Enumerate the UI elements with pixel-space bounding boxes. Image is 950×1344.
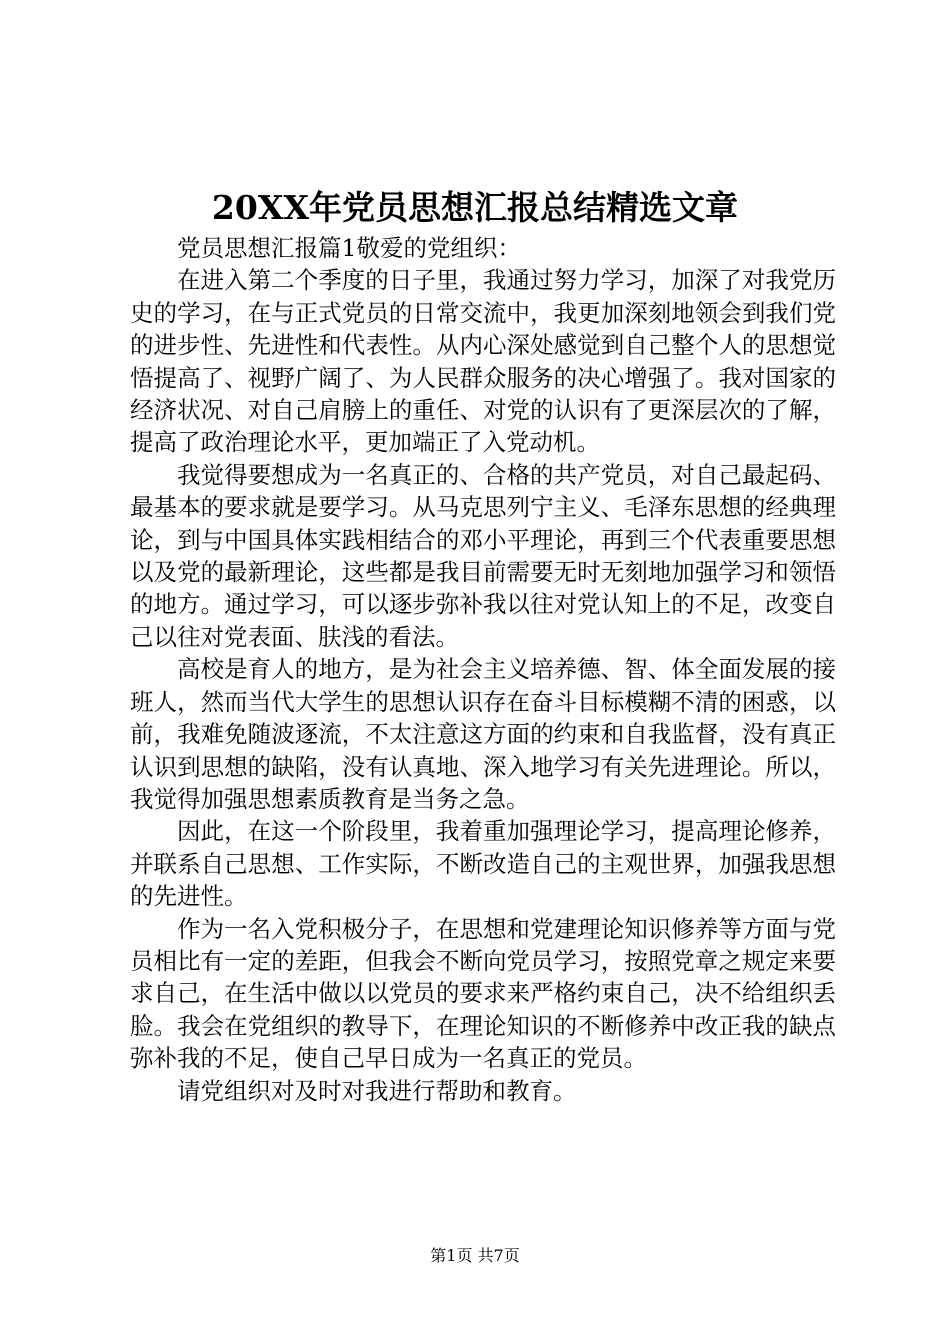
paragraph: 我觉得要想成为一名真正的、合格的共产党员，对自己最起码、最基本的要求就是要学习。从马克思列宁主义、毛泽东思想的经典理论，到与中国具体实践相结合的邓小平理论，再到三个代表重要思想以及党的最新理论，这些都是我目前需要无时无刻地加强学习和领悟的地方。通过学习，可以逐步弥补我以往对党认知上的不足，改变自己以往对党表面、肤浅的看法。 <box>130 460 836 651</box>
paragraph-closing: 请党组织对及时对我进行帮助和教育。 <box>177 1076 577 1105</box>
paragraph: 高校是育人的地方，是为社会主义培养德、智、体全面发展的接班人，然而当代大学生的思想认识存在奋斗目标模糊不清的困惑，以前，我难免随波逐流，不太注意这方面的约束和自我监督，没有真正认识到思想的缺陷，没有认真地、深入地学习有关先进理论。所以，我觉得加强思想素质教育是当务之急。 <box>130 655 836 813</box>
paragraph: 因此，在这一个阶段里，我着重加强理论学习，提高理论修养，并联系自己思想、工作实际，不断改造自己的主观世界，加强我思想的先进性。 <box>130 817 836 911</box>
paragraph: 作为一名入党积极分子，在思想和党建理论知识修养等方面与党员相比有一定的差距，但我会不断向党员学习，按照党章之规定来要求自己，在生活中做以以党员的要求来严格约束自己，决不给组织丢脸。我会在党组织的教导下，在理论知识的不断修养中改正我的缺点弥补我的不足，使自己早日成为一名真正的党员。 <box>130 914 836 1073</box>
paragraph: 在进入第二个季度的日子里，我通过努力学习，加深了对我党历史的学习，在与正式党员的日常交流中，我更加深刻地领会到我们党的进步性、先进性和代表性。从内心深处感觉到自己整个人的思想觉悟提高了、视野广阔了、为人民群众服务的决心增强了。我对国家的经济状况、对自己肩膀上的重任、对党的认识有了更深层次的了解，提高了政治理论水平，更加端正了入党动机。 <box>130 266 836 457</box>
document-body <box>130 232 836 1107</box>
paragraph-salutation: 党员思想汇报篇1敬爱的党组织： <box>177 234 521 262</box>
document-title: 20XX年党员思想汇报总结精选文章 <box>211 188 739 227</box>
page-number-footer: 第1页 共7页 <box>430 1246 520 1265</box>
